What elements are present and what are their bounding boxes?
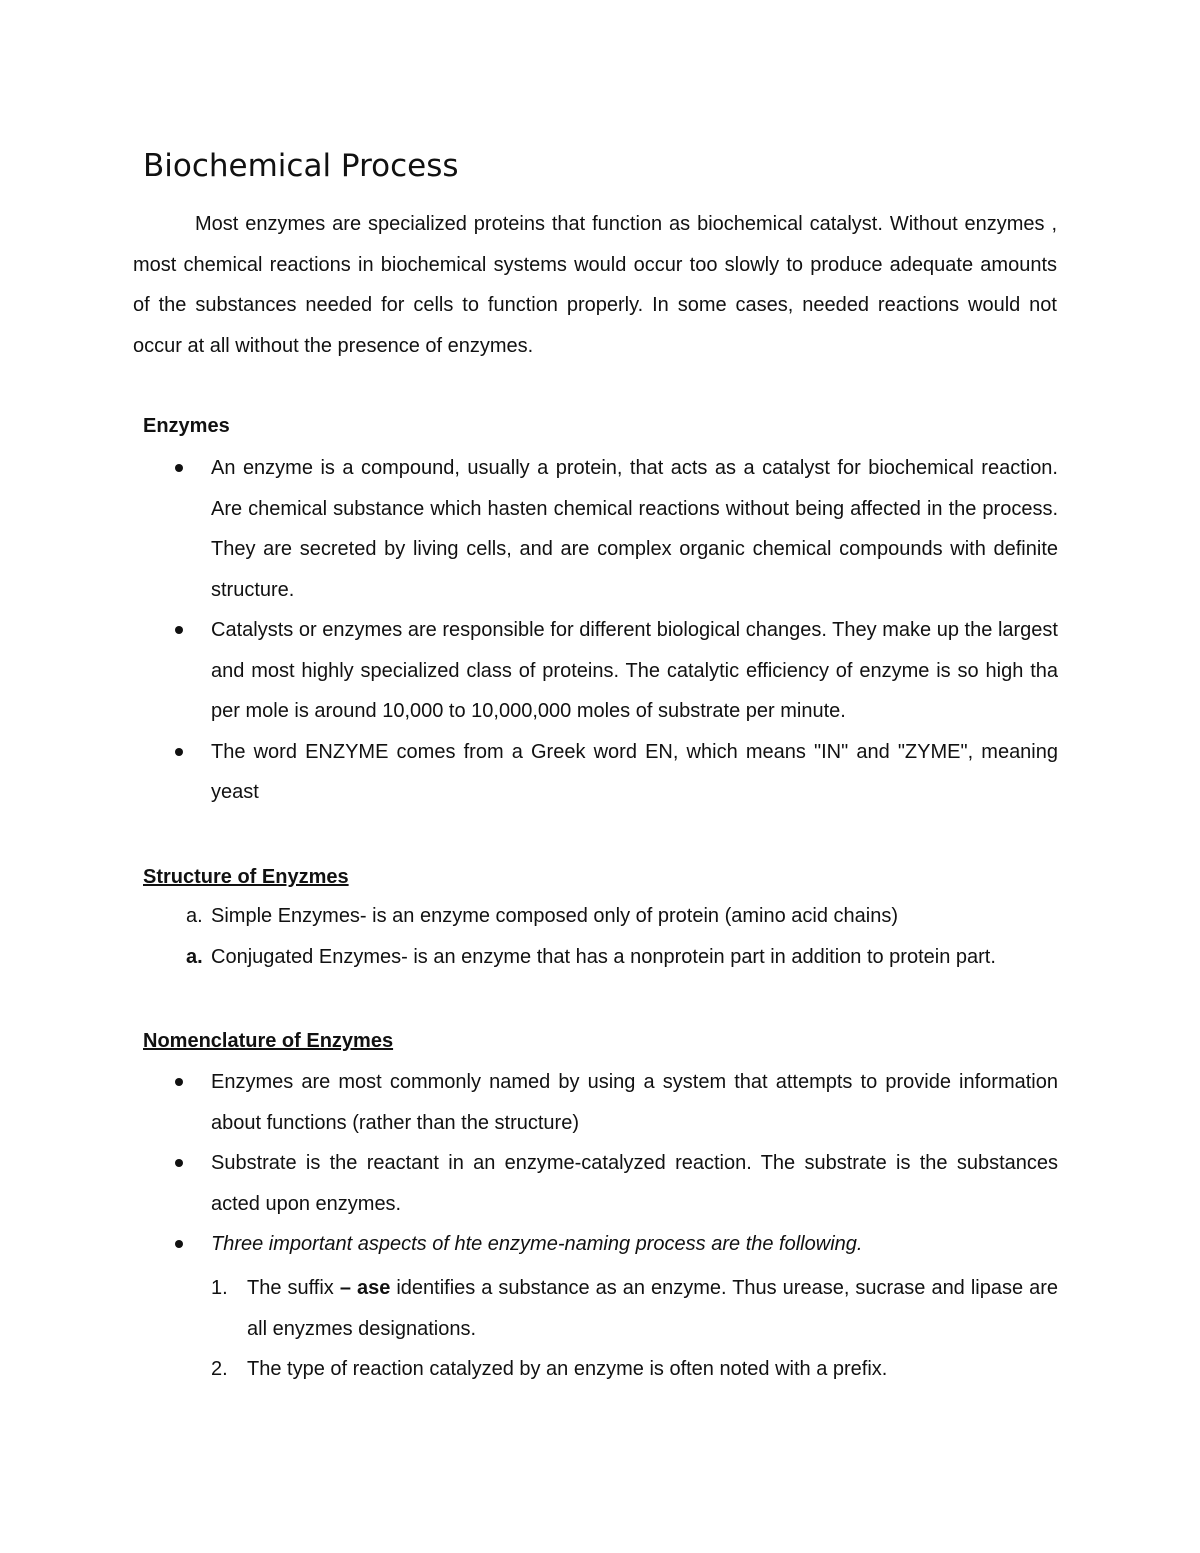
enzymes-heading: Enzymes (143, 415, 230, 437)
bullet-icon (175, 1240, 183, 1248)
list-item (0, 1143, 1058, 1224)
suffix-ase: – ase (339, 1277, 391, 1299)
list-item (0, 610, 1058, 732)
list-item-text: An enzyme is a compound, usually a protein, that acts as a catalyst for biochemical reaction. Are chemical substance which hasten chemical reactions without being affected in the process. They are secreted by living cells, and are complex organic chemical compounds with definite structure. (211, 457, 1058, 601)
numbered-item-text-before: The suffix (247, 1277, 340, 1299)
list-item (0, 937, 1058, 978)
bullet-icon (175, 1159, 183, 1167)
list-item-text: Conjugated Enzymes- is an enzyme that has a nonprotein part in addition to protein part. (211, 946, 996, 968)
bullet-icon (175, 1078, 183, 1086)
list-marker: 1. (211, 1277, 228, 1299)
enzymes-list (0, 448, 1200, 813)
intro-paragraph: Most enzymes are specialized proteins that function as biochemical catalyst. Without enzymes , most chemical reactions in biochemical systems would occur too slowly to produce adequate amounts of the substances needed for cells to function properly. In some cases, needed reactions would not occur at all without the presence of enzymes. (133, 213, 1057, 357)
list-item (0, 1224, 1058, 1265)
nomenclature-heading: Nomenclature of Enzymes (143, 1030, 394, 1052)
nomenclature-list (0, 1062, 1200, 1265)
list-item-text: Enzymes are most commonly named by using a system that attempts to provide information about functions (rather than the structure) (211, 1071, 1058, 1134)
bullet-icon (175, 626, 183, 634)
bullet-icon (175, 464, 183, 472)
bullet-icon (175, 748, 183, 756)
page-title: Biochemical Process (143, 148, 459, 184)
list-item (0, 732, 1058, 813)
list-item (0, 1062, 1058, 1143)
list-marker: 2. (211, 1358, 228, 1380)
list-item-text: Catalysts or enzymes are responsible for different biological changes. They make up the largest and most highly specialized class of proteins. The catalytic efficiency of enzyme is so high tha per mole is around 10,000 to 10,000,000 moles of substrate per minute. (211, 619, 1058, 722)
numbered-item (0, 1268, 1058, 1349)
structure-list (0, 896, 1200, 978)
list-item (0, 896, 1058, 937)
numbered-item-text: The type of reaction catalyzed by an enzyme is often noted with a prefix. (247, 1358, 888, 1380)
structure-heading: Structure of Enyzmes (143, 866, 349, 888)
list-item-text: Simple Enzymes- is an enzyme composed only of protein (amino acid chains) (211, 905, 898, 927)
naming-aspects-list (0, 1268, 1200, 1390)
numbered-item (0, 1349, 1058, 1390)
list-marker: a. (186, 905, 203, 927)
list-item-text: Three important aspects of hte enzyme-naming process are the following. (211, 1233, 863, 1255)
numbered-item-text-after: identifies a substance as an enzyme. Thus urease, sucrase and lipase are all enyzmes designations. (247, 1277, 1058, 1340)
list-item (0, 448, 1058, 610)
list-marker: a. (186, 946, 203, 968)
list-item-text: Substrate is the reactant in an enzyme-catalyzed reaction. The substrate is the substances acted upon enzymes. (211, 1152, 1058, 1215)
list-item-text: The word ENZYME comes from a Greek word EN, which means "IN" and "ZYME", meaning yeast (211, 740, 1058, 803)
